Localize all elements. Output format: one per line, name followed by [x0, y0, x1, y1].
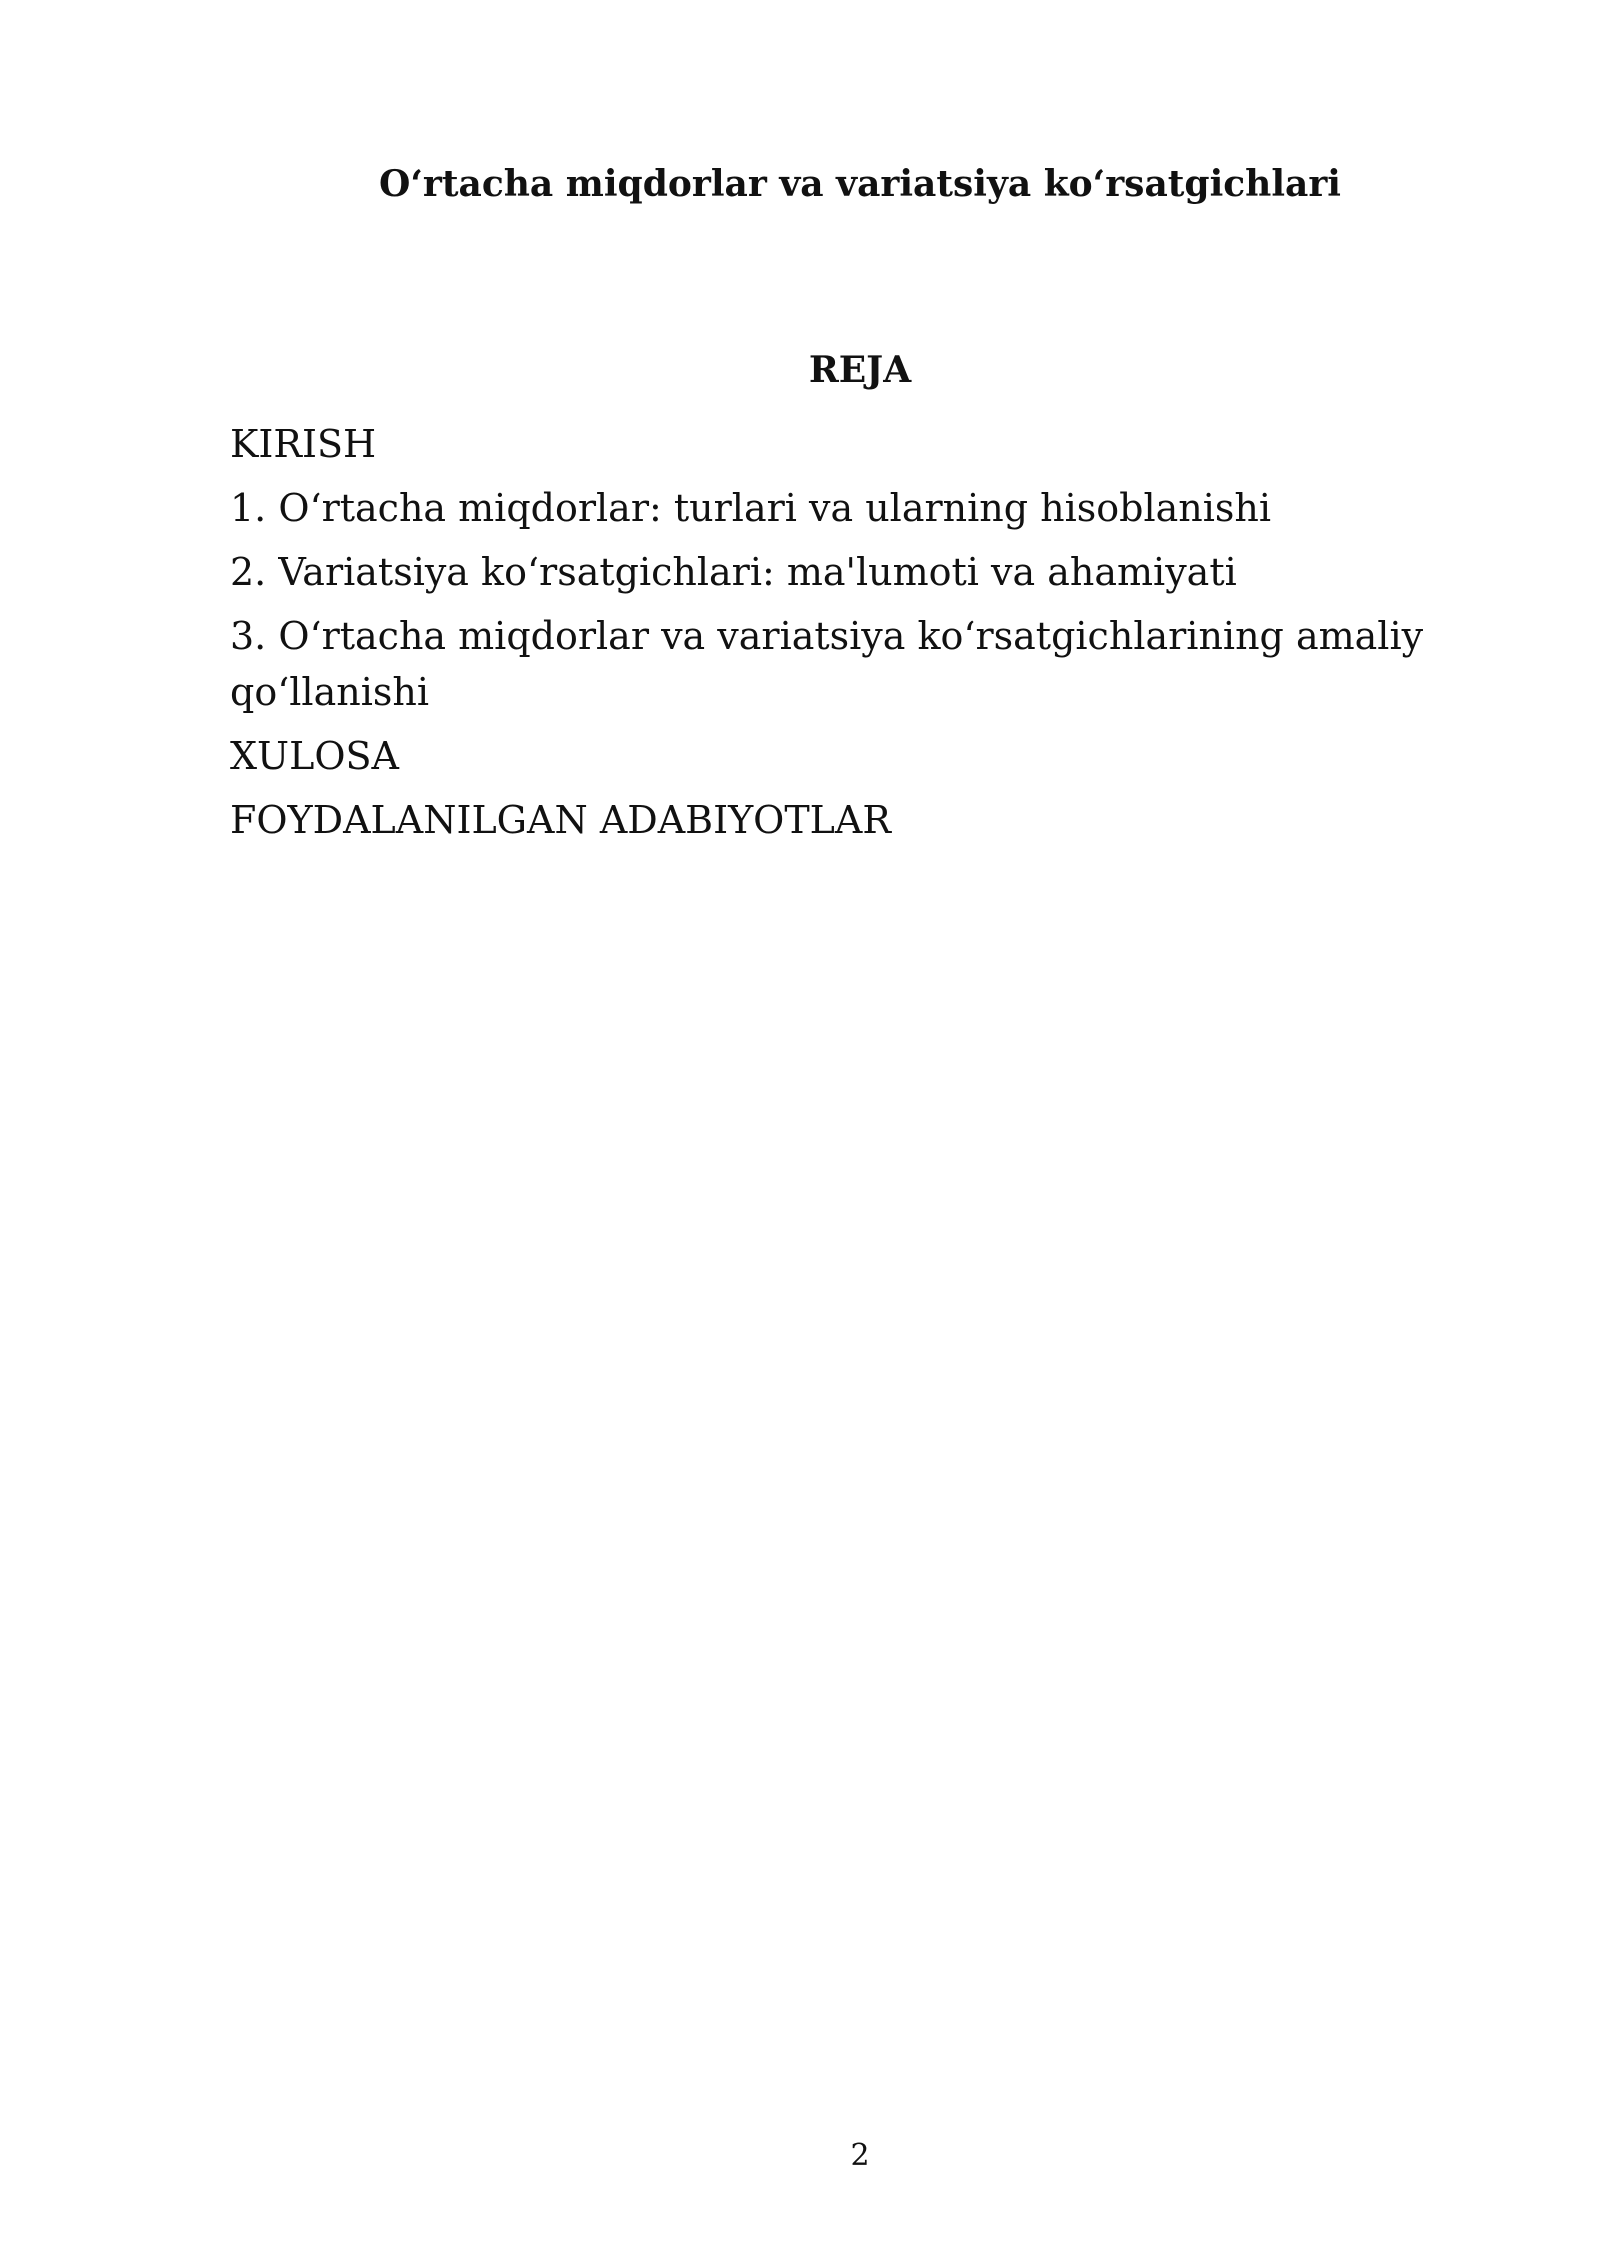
page-number: 2 [850, 2138, 870, 2173]
plan-item-introduction: KIRISH [230, 422, 377, 466]
plan-item-section-1: 1. O‘rtacha miqdorlar: turlari va ularning hisoblanishi [230, 486, 1272, 530]
plan-item-references: FOYDALANILGAN ADABIYOTLAR [230, 798, 891, 842]
plan-item-conclusion: XULOSA [230, 734, 399, 778]
plan-heading: REJA [808, 349, 912, 391]
plan-list [230, 416, 1430, 856]
plan-item-section-2: 2. Variatsiya ko‘rsatgichlari: ma'lumoti va ahamiyati [230, 550, 1237, 594]
document-title: O‘rtacha miqdorlar va variatsiya ko‘rsatgichlari [379, 163, 1341, 205]
plan-item-section-3: 3. O‘rtacha miqdorlar va variatsiya ko‘rsatgichlarining amaliy qo‘llanishi [230, 614, 1424, 714]
